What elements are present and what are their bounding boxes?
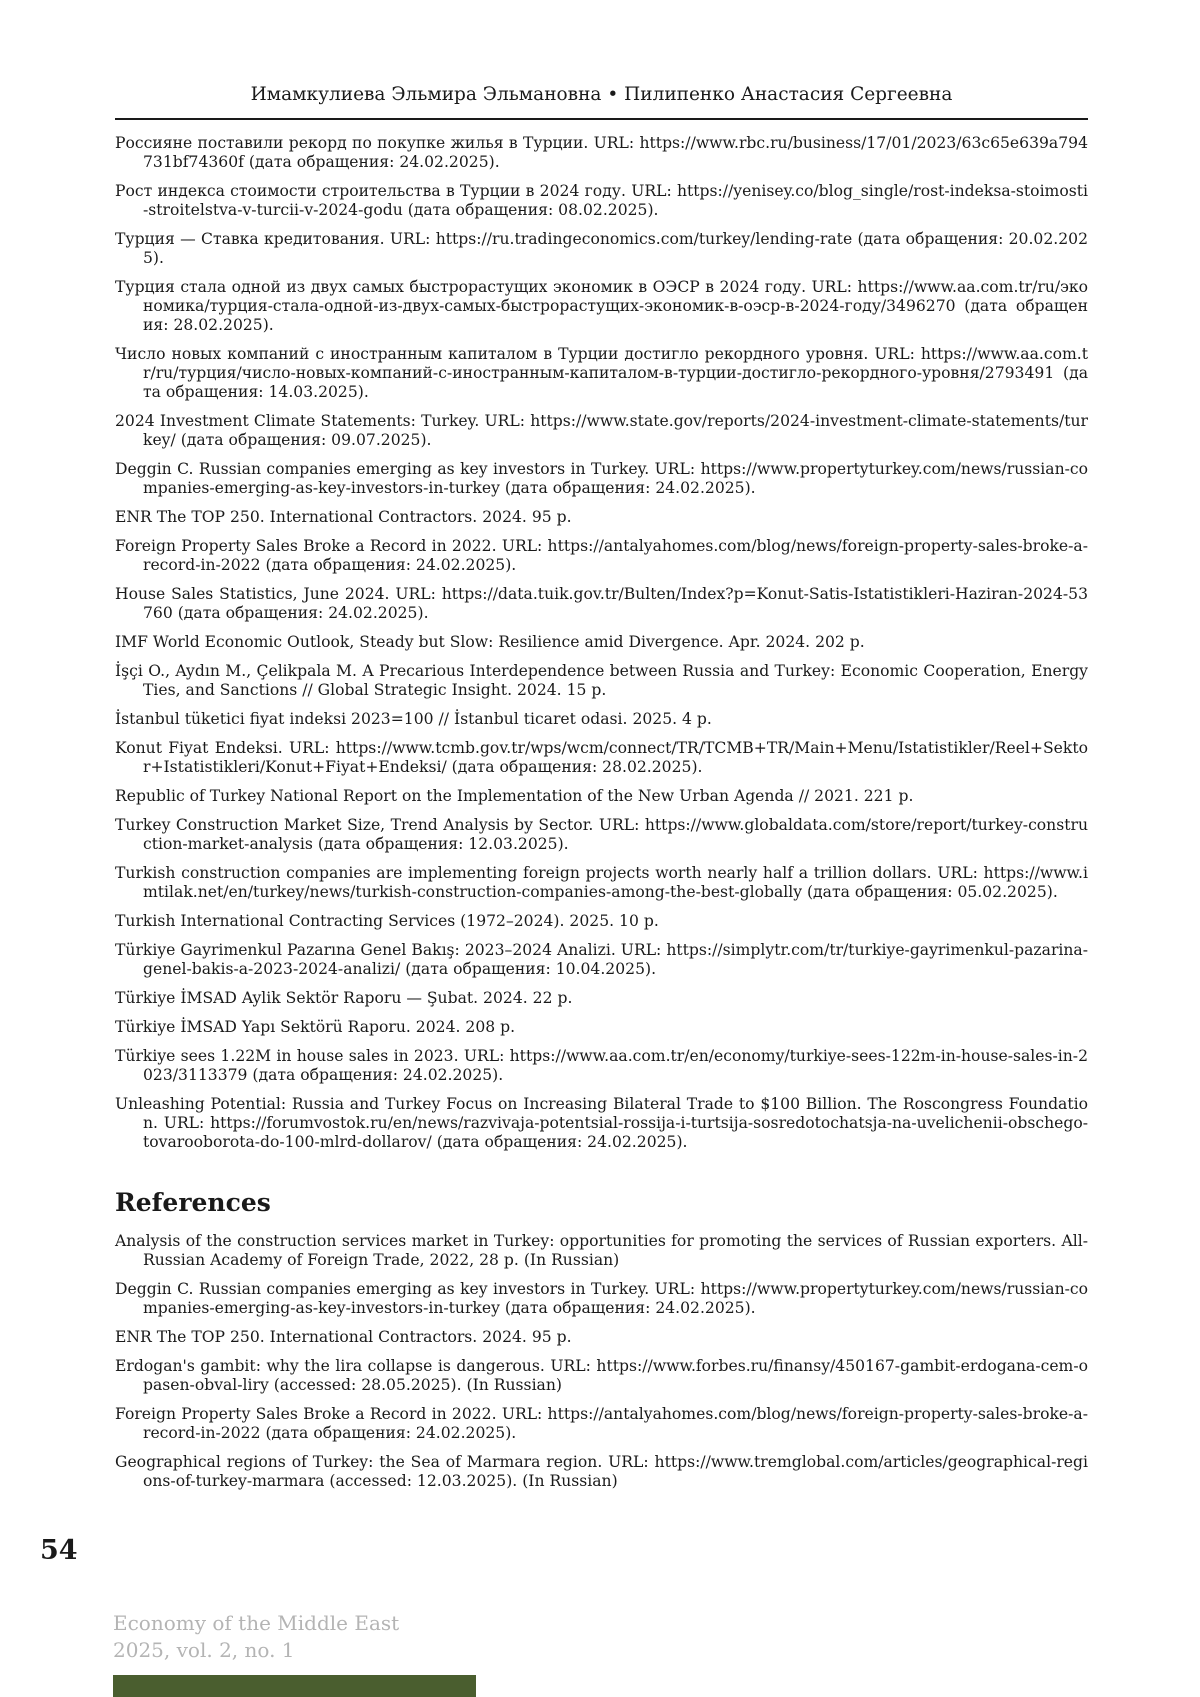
journal-info [113, 1610, 399, 1664]
page-number: 54 [40, 1535, 78, 1566]
reference-entry: Türkiye İMSAD Aylik Sektör Raporu — Şubat. 2024. 22 p. [115, 989, 573, 1007]
reference-entry: ENR The TOP 250. International Contractors. 2024. 95 p. [115, 1328, 572, 1346]
reference-entry: Турция — Ставка кредитования. URL: https://ru.tradingeconomics.com/turkey/lending-rate (дата обращения: 20.02.2025). [115, 230, 1088, 267]
reference-entry: İşçi O., Aydın M., Çelikpala M. A Precarious Interdependence between Russia and Turkey: Economic Cooperation, Energy Ties, and Sanctions // Global Strategic Insight. 2024. 15 p. [115, 662, 1088, 699]
reference-entry: Foreign Property Sales Broke a Record in 2022. URL: https://antalyahomes.com/blog/news/foreign-property-sales-broke-a-record-in-2022 (дата обращения: 24.02.2025). [115, 1405, 1088, 1442]
reference-entry: Analysis of the construction services market in Turkey: opportunities for promoting the services of Russian exporters. All-Russian Academy of Foreign Trade, 2022, 28 p. (In Russian) [115, 1232, 1088, 1269]
journal-name: Economy of the Middle East [113, 1611, 400, 1635]
reference-entry: Turkish International Contracting Services (1972–2024). 2025. 10 p. [115, 912, 659, 930]
reference-entry: ENR The TOP 250. International Contractors. 2024. 95 p. [115, 508, 572, 526]
reference-entry: 2024 Investment Climate Statements: Turkey. URL: https://www.state.gov/reports/2024-investment-climate-statements/turkey/ (дата обращения: 09.07.2025). [115, 412, 1088, 449]
reference-entry: Geographical regions of Turkey: the Sea of Marmara region. URL: https://www.tremglobal.com/articles/geographical-regions-of-turkey-marmara (accessed: 12.03.2025). (In Russian) [115, 1453, 1088, 1490]
main-content [115, 134, 1088, 1501]
reference-entry: Unleashing Potential: Russia and Turkey Focus on Increasing Bilateral Trade to $100 Billion. The Roscongress Foundation. URL: https://forumvostok.ru/en/news/razvivaja-potentsial-rossija-i-turtsija-sosredotochatsja-na-uvelichenii-obschego-tovarooborota-do-100-mlrd-dollarov/ (дата обращения: 24.02.2025). [115, 1095, 1088, 1151]
reference-entry: Deggin C. Russian companies emerging as key investors in Turkey. URL: https://www.propertyturkey.com/news/russian-companies-emerging-as-key-investors-in-turkey (дата обращения: 24.02.2025). [115, 1280, 1088, 1317]
reference-entry: Türkiye sees 1.22M in house sales in 2023. URL: https://www.aa.com.tr/en/economy/turkiye-sees-122m-in-house-sales-in-2023/3113379 (дата обращения: 24.02.2025). [115, 1047, 1088, 1084]
footer-accent-bar [113, 1675, 476, 1697]
reference-entry: Россияне поставили рекорд по покупке жилья в Турции. URL: https://www.rbc.ru/business/17/01/2023/63c65e639a794731bf74360f (дата обращения: 24.02.2025). [115, 134, 1088, 171]
header-authors: Имамкулиева Эльмира Эльмановна • Пилипенко Анастасия Сергеевна [250, 84, 953, 105]
reference-entry: Turkish construction companies are implementing foreign projects worth nearly half a trillion dollars. URL: https://www.imtilak.net/en/turkey/news/turkish-construction-companies-among-the-best-globally (дата обращения: 05.02.2025). [115, 864, 1088, 901]
reference-entry: Число новых компаний с иностранным капиталом в Турции достигло рекордного уровня. URL: https://www.aa.com.tr/ru/турция/число-новых-компаний-с-иностранным-капиталом-в-турции-достигло-рекордного-уровня/2793491 (дата обращения: 14.03.2025). [115, 345, 1088, 401]
references-list [115, 1232, 1088, 1491]
reference-entry: İstanbul tüketici fiyat indeksi 2023=100 // İstanbul ticaret odasi. 2025. 4 p. [115, 710, 712, 728]
reference-entry: Türkiye İMSAD Yapı Sektörü Raporu. 2024. 208 p. [115, 1018, 516, 1036]
reference-entry: House Sales Statistics, June 2024. URL: https://data.tuik.gov.tr/Bulten/Index?p=Konut-Satis-Istatistikleri-Haziran-2024-53760 (дата обращения: 24.02.2025). [115, 585, 1088, 622]
reference-entry: IMF World Economic Outlook, Steady but Slow: Resilience amid Divergence. Apr. 2024. 202 p. [115, 633, 865, 651]
reference-entry: Republic of Turkey National Report on the Implementation of the New Urban Agenda // 2021. 221 p. [115, 787, 914, 805]
journal-issue: 2025, vol. 2, no. 1 [113, 1638, 295, 1662]
reference-entry: Рост индекса стоимости строительства в Турции в 2024 году. URL: https://yenisey.co/blog_single/rost-indeksa-stoimosti-stroitelstva-v-turcii-v-2024-godu (дата обращения: 08.02.2025). [115, 182, 1088, 219]
reference-entry: Turkey Construction Market Size, Trend Analysis by Sector. URL: https://www.globaldata.com/store/report/turkey-construction-market-analysis (дата обращения: 12.03.2025). [115, 816, 1088, 853]
reference-entry: Türkiye Gayrimenkul Pazarına Genel Bakış: 2023–2024 Analizi. URL: https://simplytr.com/tr/turkiye-gayrimenkul-pazarina-genel-bakis-a-2023-2024-analizi/ (дата обращения: 10.04.2025). [115, 941, 1088, 978]
reference-entry: Erdogan's gambit: why the lira collapse is dangerous. URL: https://www.forbes.ru/finansy/450167-gambit-erdogana-cem-opasen-obval-liry (accessed: 28.05.2025). (In Russian) [115, 1357, 1088, 1394]
references-title: References [115, 1188, 271, 1217]
running-header [115, 80, 1088, 120]
bibliography-list [115, 134, 1088, 1152]
reference-entry: Deggin C. Russian companies emerging as key investors in Turkey. URL: https://www.propertyturkey.com/news/russian-companies-emerging-as-key-investors-in-turkey (дата обращения: 24.02.2025). [115, 460, 1088, 497]
reference-entry: Konut Fiyat Endeksi. URL: https://www.tcmb.gov.tr/wps/wcm/connect/TR/TCMB+TR/Main+Menu/Istatistikler/Reel+Sektor+Istatistikleri/Konut+Fiyat+Endeksi/ (дата обращения: 28.02.2025). [115, 739, 1088, 776]
reference-entry: Турция стала одной из двух самых быстрорастущих экономик в ОЭСР в 2024 году. URL: https://www.aa.com.tr/ru/экономика/турция-стала-одной-из-двух-самых-быстрорастущих-экономик-в-оэср-в-2024-году/3496270 (дата обращения: 28.02.2025). [115, 278, 1088, 334]
reference-entry: Foreign Property Sales Broke a Record in 2022. URL: https://antalyahomes.com/blog/news/foreign-property-sales-broke-a-record-in-2022 (дата обращения: 24.02.2025). [115, 537, 1088, 574]
